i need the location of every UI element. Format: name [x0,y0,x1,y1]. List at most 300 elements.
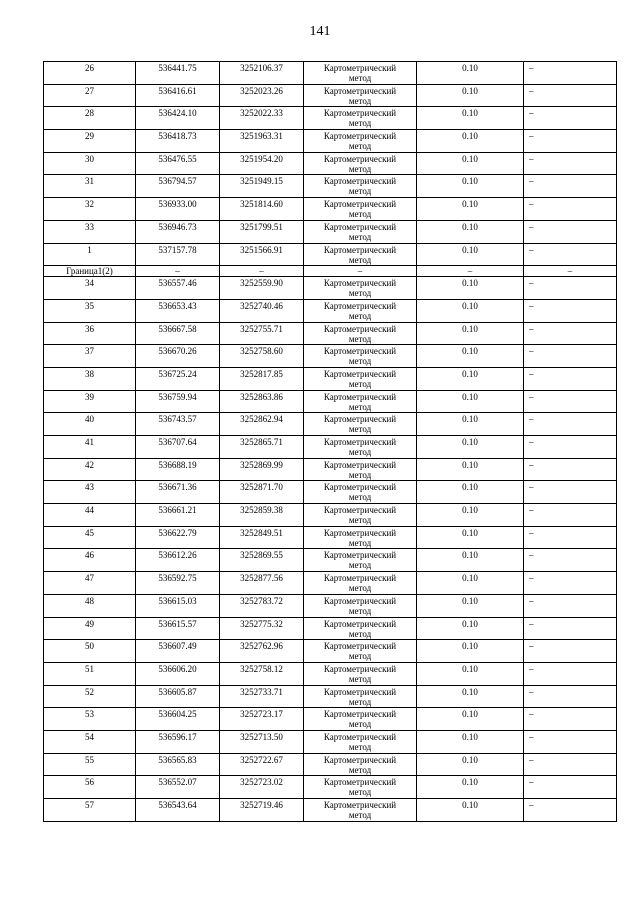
accuracy-cell: 0.10 [417,685,524,708]
y-coordinate-cell: 3252106.37 [220,62,304,85]
accuracy-cell: 0.10 [417,640,524,663]
x-coordinate-cell: 536670.26 [136,345,220,368]
method-line-2: метод [348,141,372,152]
note-cell: – [524,130,617,153]
method-line-1: Картометрический [323,346,397,357]
table-row [44,198,617,221]
point-number-cell: 26 [44,62,136,85]
note-cell: – [524,526,617,549]
table-row [44,572,617,595]
y-coordinate-cell: 3252862.94 [220,413,304,436]
method-line-1: Картометрический [323,595,397,606]
method-line-1: Картометрический [323,437,397,447]
y-coordinate-cell: 3252869.99 [220,458,304,481]
x-coordinate-cell: 536661.21 [136,504,220,527]
method-line-2: метод [348,447,372,457]
method-cell [304,458,417,481]
accuracy-cell: 0.10 [417,322,524,345]
table-row [44,107,617,130]
accuracy-cell: 0.10 [417,436,524,459]
accuracy-cell: 0.10 [417,549,524,572]
method-line-1: Картометрический [323,131,397,142]
note-cell: – [524,299,617,322]
x-coordinate-cell: 536606.20 [136,662,220,685]
accuracy-cell: 0.10 [417,220,524,243]
table-row [44,130,617,153]
y-coordinate-cell: 3252723.02 [220,776,304,799]
x-coordinate-cell: 536476.55 [136,152,220,175]
method-line-1: Картометрический [323,800,397,810]
y-coordinate-cell: 3251814.60 [220,198,304,221]
table-row [44,436,617,459]
method-line-1: Картометрический [323,709,397,720]
y-coordinate-cell: 3252719.46 [220,799,304,822]
note-cell: – [524,62,617,85]
table-row [44,62,617,85]
point-number-cell: 32 [44,198,136,221]
point-number-cell: 49 [44,617,136,640]
note-cell: – [524,175,617,198]
method-line-2: метод [348,673,372,684]
method-line-2: метод [348,163,372,174]
method-line-1: Картометрический [323,244,397,255]
point-number-cell: 30 [44,152,136,175]
method-line-1: Картометрический [323,663,397,674]
method-line-1: Картометрический [323,527,397,538]
note-cell: – [524,708,617,731]
method-cell [304,640,417,663]
method-line-1: Картометрический [323,777,397,788]
accuracy-cell: 0.10 [417,390,524,413]
point-number-cell: 54 [44,730,136,753]
point-number-cell: 47 [44,572,136,595]
table-row [44,662,617,685]
accuracy-cell: 0.10 [417,277,524,300]
note-cell: – [524,322,617,345]
accuracy-cell: 0.10 [417,753,524,776]
method-line-1: Картометрический [323,63,397,73]
method-line-1: Картометрический [323,731,397,742]
note-cell: – [524,685,617,708]
method-line-1: Картометрический [323,505,397,516]
method-cell [304,390,417,413]
x-coordinate-cell: 536418.73 [136,130,220,153]
x-coordinate-cell: 536933.00 [136,198,220,221]
note-cell: – [524,662,617,685]
method-cell [304,299,417,322]
y-coordinate-cell: 3252758.60 [220,345,304,368]
point-number-cell: 51 [44,662,136,685]
accuracy-cell: 0.10 [417,198,524,221]
coordinates-table [43,61,617,822]
method-cell [304,84,417,107]
table-row [44,617,617,640]
method-line-2: метод [348,560,372,571]
x-coordinate-cell: 536759.94 [136,390,220,413]
x-coordinate-cell: 536794.57 [136,175,220,198]
boundary-note-cell: – [524,266,617,277]
accuracy-cell: 0.10 [417,345,524,368]
method-line-1: Картометрический [323,459,397,470]
x-coordinate-cell: 536707.64 [136,436,220,459]
point-number-cell: 36 [44,322,136,345]
method-line-1: Картометрический [323,108,397,119]
table-row [44,549,617,572]
point-number-cell: 34 [44,277,136,300]
y-coordinate-cell: 3252733.71 [220,685,304,708]
y-coordinate-cell: 3252559.90 [220,277,304,300]
method-line-2: метод [348,73,372,83]
note-cell: – [524,594,617,617]
accuracy-cell: 0.10 [417,481,524,504]
method-cell [304,549,417,572]
boundary-row [44,266,617,277]
point-number-cell: 35 [44,299,136,322]
method-line-2: метод [348,605,372,616]
accuracy-cell: 0.10 [417,299,524,322]
method-line-2: метод [348,469,372,480]
method-line-1: Картометрический [323,641,397,652]
y-coordinate-cell: 3251954.20 [220,152,304,175]
boundary-x-cell: – [136,266,220,277]
note-cell: – [524,367,617,390]
y-coordinate-cell: 3251799.51 [220,220,304,243]
point-number-cell: 44 [44,504,136,527]
table-row [44,526,617,549]
method-cell [304,594,417,617]
point-number-cell: 43 [44,481,136,504]
accuracy-cell: 0.10 [417,243,524,266]
accuracy-cell: 0.10 [417,708,524,731]
method-line-1: Картометрический [323,199,397,210]
x-coordinate-cell: 536667.58 [136,322,220,345]
x-coordinate-cell: 536604.25 [136,708,220,731]
boundary-y-cell: – [220,266,304,277]
accuracy-cell: 0.10 [417,662,524,685]
accuracy-cell: 0.10 [417,458,524,481]
x-coordinate-cell: 536743.57 [136,413,220,436]
y-coordinate-cell: 3252817.85 [220,367,304,390]
note-cell: – [524,277,617,300]
method-line-1: Картометрический [323,85,397,96]
table-row [44,685,617,708]
method-cell [304,730,417,753]
note-cell: – [524,504,617,527]
method-cell [304,776,417,799]
note-cell: – [524,84,617,107]
method-cell [304,175,417,198]
y-coordinate-cell: 3252865.71 [220,436,304,459]
point-number-cell: 41 [44,436,136,459]
point-number-cell: 52 [44,685,136,708]
accuracy-cell: 0.10 [417,84,524,107]
table-row [44,708,617,731]
note-cell: – [524,413,617,436]
x-coordinate-cell: 536653.43 [136,299,220,322]
point-number-cell: 40 [44,413,136,436]
method-cell [304,367,417,390]
y-coordinate-cell: 3252859.38 [220,504,304,527]
method-cell [304,220,417,243]
table-row [44,753,617,776]
x-coordinate-cell: 536552.07 [136,776,220,799]
method-line-2: метод [348,378,372,389]
method-cell [304,413,417,436]
accuracy-cell: 0.10 [417,617,524,640]
boundary-method-cell: – [304,266,417,277]
method-line-2: метод [348,118,372,129]
method-cell [304,107,417,130]
accuracy-cell: 0.10 [417,107,524,130]
x-coordinate-cell: 536946.73 [136,220,220,243]
method-cell [304,662,417,685]
accuracy-cell: 0.10 [417,730,524,753]
y-coordinate-cell: 3252783.72 [220,594,304,617]
table-row [44,390,617,413]
table-row [44,640,617,663]
method-line-2: метод [348,401,372,412]
accuracy-cell: 0.10 [417,776,524,799]
note-cell: – [524,549,617,572]
point-number-cell: 53 [44,708,136,731]
note-cell: – [524,572,617,595]
boundary-label-cell: Граница1(2) [44,266,136,277]
y-coordinate-cell: 3252871.70 [220,481,304,504]
y-coordinate-cell: 3251949.15 [220,175,304,198]
method-cell [304,685,417,708]
note-cell: – [524,107,617,130]
y-coordinate-cell: 3252775.32 [220,617,304,640]
method-line-2: метод [348,310,372,321]
method-line-2: метод [348,209,372,220]
method-line-1: Картометрический [323,300,397,311]
table-row [44,175,617,198]
point-number-cell: 50 [44,640,136,663]
y-coordinate-cell: 3252722.67 [220,753,304,776]
y-coordinate-cell: 3252762.96 [220,640,304,663]
table-row [44,277,617,300]
x-coordinate-cell: 536565.83 [136,753,220,776]
point-number-cell: 29 [44,130,136,153]
table-row [44,594,617,617]
method-line-1: Картометрический [323,278,397,289]
table-row [44,322,617,345]
method-line-1: Картометрический [323,618,397,629]
y-coordinate-cell: 3252869.55 [220,549,304,572]
method-line-1: Картометрический [323,323,397,334]
method-cell [304,436,417,459]
x-coordinate-cell: 536605.87 [136,685,220,708]
x-coordinate-cell: 537157.78 [136,243,220,266]
accuracy-cell: 0.10 [417,572,524,595]
x-coordinate-cell: 536615.57 [136,617,220,640]
method-cell [304,708,417,731]
table-row [44,243,617,266]
method-line-2: метод [348,231,372,242]
accuracy-cell: 0.10 [417,62,524,85]
method-line-1: Картометрический [323,153,397,164]
method-line-1: Картометрический [323,482,397,493]
method-line-1: Картометрический [323,686,397,697]
y-coordinate-cell: 3252740.46 [220,299,304,322]
x-coordinate-cell: 536424.10 [136,107,220,130]
y-coordinate-cell: 3252022.33 [220,107,304,130]
x-coordinate-cell: 536543.64 [136,799,220,822]
point-number-cell: 42 [44,458,136,481]
method-line-1: Картометрический [323,176,397,187]
note-cell: – [524,390,617,413]
point-number-cell: 37 [44,345,136,368]
note-cell: – [524,220,617,243]
boundary-accuracy-cell: – [417,266,524,277]
note-cell: – [524,799,617,822]
x-coordinate-cell: 536592.75 [136,572,220,595]
table-row [44,413,617,436]
point-number-cell: 57 [44,799,136,822]
point-number-cell: 27 [44,84,136,107]
point-number-cell: 48 [44,594,136,617]
x-coordinate-cell: 536596.17 [136,730,220,753]
method-cell [304,322,417,345]
table-row [44,299,617,322]
table-row [44,367,617,390]
point-number-cell: 1 [44,243,136,266]
method-cell [304,243,417,266]
method-line-1: Картометрический [323,754,397,765]
method-line-1: Картометрический [323,391,397,402]
note-cell: – [524,753,617,776]
method-line-1: Картометрический [323,221,397,232]
point-number-cell: 39 [44,390,136,413]
method-cell [304,572,417,595]
x-coordinate-cell: 536688.19 [136,458,220,481]
note-cell: – [524,198,617,221]
accuracy-cell: 0.10 [417,130,524,153]
y-coordinate-cell: 3252755.71 [220,322,304,345]
method-line-2: метод [348,333,372,344]
method-line-2: метод [348,583,372,594]
method-cell [304,481,417,504]
method-line-1: Картометрический [323,550,397,561]
table-row [44,730,617,753]
table-row [44,504,617,527]
method-line-1: Картометрический [323,368,397,379]
note-cell: – [524,243,617,266]
table-row [44,799,617,822]
table-row [44,220,617,243]
point-number-cell: 56 [44,776,136,799]
method-line-2: метод [348,424,372,435]
method-line-2: метод [348,810,372,820]
accuracy-cell: 0.10 [417,175,524,198]
method-cell [304,62,417,85]
coordinates-table-body [44,62,617,822]
note-cell: – [524,481,617,504]
method-line-2: метод [348,537,372,548]
x-coordinate-cell: 536615.03 [136,594,220,617]
method-line-2: метод [348,288,372,299]
point-number-cell: 31 [44,175,136,198]
accuracy-cell: 0.10 [417,367,524,390]
accuracy-cell: 0.10 [417,413,524,436]
y-coordinate-cell: 3252863.86 [220,390,304,413]
method-cell [304,799,417,822]
note-cell: – [524,730,617,753]
y-coordinate-cell: 3251963.31 [220,130,304,153]
y-coordinate-cell: 3251566.91 [220,243,304,266]
point-number-cell: 45 [44,526,136,549]
table-row [44,345,617,368]
method-line-2: метод [348,628,372,639]
y-coordinate-cell: 3252723.17 [220,708,304,731]
point-number-cell: 55 [44,753,136,776]
y-coordinate-cell: 3252758.12 [220,662,304,685]
x-coordinate-cell: 536441.75 [136,62,220,85]
accuracy-cell: 0.10 [417,526,524,549]
method-line-2: метод [348,492,372,503]
method-cell [304,617,417,640]
note-cell: – [524,436,617,459]
table-row [44,481,617,504]
y-coordinate-cell: 3252849.51 [220,526,304,549]
accuracy-cell: 0.10 [417,504,524,527]
method-cell [304,198,417,221]
x-coordinate-cell: 536671.36 [136,481,220,504]
method-line-2: метод [348,356,372,367]
accuracy-cell: 0.10 [417,799,524,822]
point-number-cell: 46 [44,549,136,572]
table-row [44,84,617,107]
method-line-2: метод [348,186,372,197]
method-cell [304,526,417,549]
method-line-2: метод [348,719,372,730]
method-line-1: Картометрический [323,573,397,584]
method-cell [304,277,417,300]
note-cell: – [524,640,617,663]
x-coordinate-cell: 536622.79 [136,526,220,549]
note-cell: – [524,458,617,481]
table-row [44,776,617,799]
x-coordinate-cell: 536607.49 [136,640,220,663]
method-cell [304,345,417,368]
method-line-2: метод [348,741,372,752]
x-coordinate-cell: 536557.46 [136,277,220,300]
x-coordinate-cell: 536416.61 [136,84,220,107]
note-cell: – [524,776,617,799]
y-coordinate-cell: 3252877.56 [220,572,304,595]
method-line-2: метод [348,254,372,265]
note-cell: – [524,617,617,640]
page-number: 141 [309,24,331,39]
table-row [44,458,617,481]
point-number-cell: 28 [44,107,136,130]
point-number-cell: 38 [44,367,136,390]
method-line-2: метод [348,787,372,798]
method-line-2: метод [348,515,372,526]
x-coordinate-cell: 536725.24 [136,367,220,390]
method-line-2: метод [348,696,372,707]
accuracy-cell: 0.10 [417,594,524,617]
method-line-2: метод [348,651,372,662]
method-line-2: метод [348,764,372,775]
accuracy-cell: 0.10 [417,152,524,175]
note-cell: – [524,345,617,368]
method-line-1: Картометрический [323,414,397,425]
method-cell [304,152,417,175]
x-coordinate-cell: 536612.26 [136,549,220,572]
method-line-2: метод [348,95,372,106]
y-coordinate-cell: 3252023.26 [220,84,304,107]
